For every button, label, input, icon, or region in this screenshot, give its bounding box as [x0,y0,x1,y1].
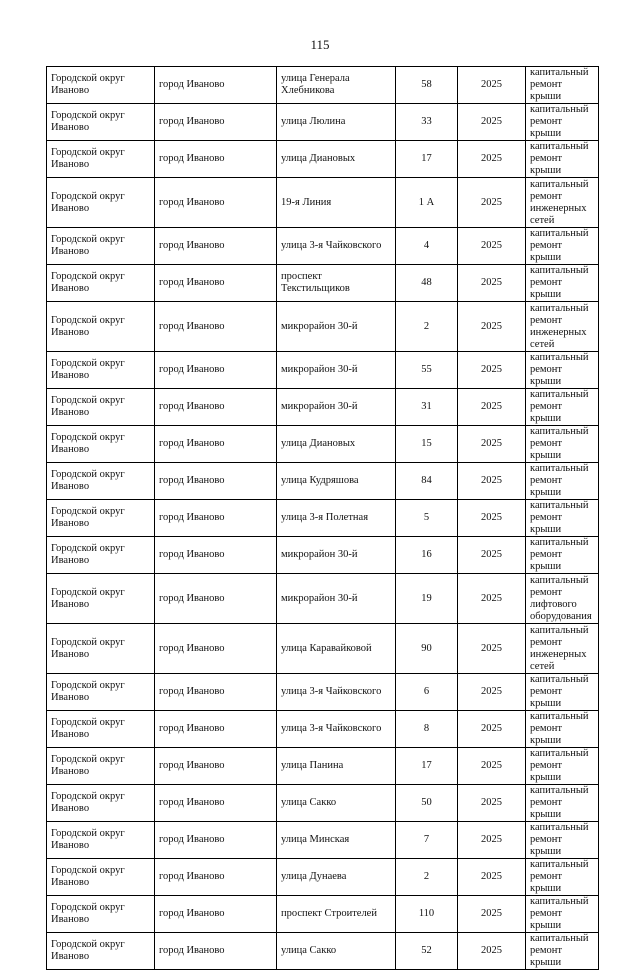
cell-district: Городской округ Иваново [47,822,155,859]
cell-district: Городской округ Иваново [47,748,155,785]
cell-work-type: капитальный ремонт крыши [526,352,599,389]
cell-city: город Иваново [155,228,277,265]
table-row [47,537,599,574]
cell-street: улица 3-я Чайковского [277,228,396,265]
cell-district: Городской округ Иваново [47,389,155,426]
cell-district: Городской округ Иваново [47,426,155,463]
table-row [47,302,599,352]
cell-year: 2025 [458,711,526,748]
table-row [47,896,599,933]
cell-street: микрорайон 30-й [277,574,396,624]
cell-city: город Иваново [155,748,277,785]
cell-house-number: 48 [396,265,458,302]
cell-house-number: 8 [396,711,458,748]
cell-district: Городской округ Иваново [47,537,155,574]
cell-district: Городской округ Иваново [47,67,155,104]
cell-house-number: 52 [396,933,458,970]
table-row [47,67,599,104]
cell-year: 2025 [458,537,526,574]
cell-street: улица Дунаева [277,859,396,896]
table-row [47,711,599,748]
cell-street: улица Генерала Хлебникова [277,67,396,104]
cell-year: 2025 [458,104,526,141]
cell-district: Городской округ Иваново [47,574,155,624]
cell-year: 2025 [458,389,526,426]
cell-district: Городской округ Иваново [47,352,155,389]
cell-city: город Иваново [155,104,277,141]
cell-year: 2025 [458,463,526,500]
cell-street: улица Сакко [277,933,396,970]
cell-work-type: капитальный ремонт крыши [526,748,599,785]
cell-work-type: капитальный ремонт крыши [526,463,599,500]
cell-house-number: 55 [396,352,458,389]
cell-district: Городской округ Иваново [47,933,155,970]
table-row [47,426,599,463]
cell-house-number: 4 [396,228,458,265]
cell-district: Городской округ Иваново [47,624,155,674]
table-row [47,178,599,228]
cell-street: улица Каравайковой [277,624,396,674]
cell-year: 2025 [458,748,526,785]
cell-city: город Иваново [155,674,277,711]
cell-work-type: капитальный ремонт крыши [526,141,599,178]
table-row [47,674,599,711]
cell-district: Городской округ Иваново [47,859,155,896]
cell-city: город Иваново [155,426,277,463]
cell-year: 2025 [458,352,526,389]
table-row [47,104,599,141]
table-row [47,389,599,426]
cell-city: город Иваново [155,500,277,537]
cell-work-type: капитальный ремонт крыши [526,537,599,574]
repair-schedule-table [46,66,599,970]
cell-district: Городской округ Иваново [47,178,155,228]
cell-city: город Иваново [155,537,277,574]
cell-work-type: капитальный ремонт крыши [526,265,599,302]
cell-street: микрорайон 30-й [277,352,396,389]
cell-district: Городской округ Иваново [47,302,155,352]
cell-city: город Иваново [155,265,277,302]
cell-year: 2025 [458,933,526,970]
cell-work-type: капитальный ремонт крыши [526,500,599,537]
cell-year: 2025 [458,228,526,265]
cell-house-number: 19 [396,574,458,624]
cell-city: город Иваново [155,624,277,674]
table-row [47,228,599,265]
cell-street: улица Люлина [277,104,396,141]
table-row [47,352,599,389]
cell-district: Городской округ Иваново [47,711,155,748]
cell-year: 2025 [458,624,526,674]
cell-district: Городской округ Иваново [47,674,155,711]
cell-city: город Иваново [155,302,277,352]
cell-district: Городской округ Иваново [47,228,155,265]
cell-district: Городской округ Иваново [47,500,155,537]
cell-city: город Иваново [155,933,277,970]
cell-house-number: 17 [396,141,458,178]
cell-house-number: 84 [396,463,458,500]
cell-street: проспект Текстильщиков [277,265,396,302]
cell-work-type: капитальный ремонт крыши [526,896,599,933]
cell-house-number: 17 [396,748,458,785]
cell-street: улица Диановых [277,426,396,463]
cell-work-type: капитальный ремонт лифтового оборудования [526,574,599,624]
table-row [47,933,599,970]
table-row [47,785,599,822]
cell-work-type: капитальный ремонт крыши [526,933,599,970]
cell-city: город Иваново [155,389,277,426]
cell-house-number: 7 [396,822,458,859]
cell-year: 2025 [458,178,526,228]
cell-year: 2025 [458,859,526,896]
cell-city: город Иваново [155,141,277,178]
cell-work-type: капитальный ремонт крыши [526,389,599,426]
cell-city: город Иваново [155,178,277,228]
cell-work-type: капитальный ремонт крыши [526,859,599,896]
table-row [47,624,599,674]
cell-street: микрорайон 30-й [277,302,396,352]
cell-work-type: капитальный ремонт крыши [526,426,599,463]
cell-house-number: 2 [396,859,458,896]
cell-street: улица Сакко [277,785,396,822]
table-row [47,141,599,178]
table-row [47,859,599,896]
cell-year: 2025 [458,785,526,822]
cell-district: Городской округ Иваново [47,896,155,933]
page-number: 115 [310,37,330,52]
cell-city: город Иваново [155,896,277,933]
cell-work-type: капитальный ремонт крыши [526,785,599,822]
cell-street: улица 3-я Полетная [277,500,396,537]
cell-house-number: 90 [396,624,458,674]
cell-district: Городской округ Иваново [47,265,155,302]
cell-city: город Иваново [155,574,277,624]
cell-house-number: 1 А [396,178,458,228]
cell-work-type: капитальный ремонт инженерных сетей [526,302,599,352]
cell-house-number: 6 [396,674,458,711]
cell-year: 2025 [458,574,526,624]
cell-city: город Иваново [155,352,277,389]
cell-house-number: 31 [396,389,458,426]
cell-work-type: капитальный ремонт крыши [526,104,599,141]
table-row [47,500,599,537]
cell-year: 2025 [458,265,526,302]
table-row [47,265,599,302]
cell-year: 2025 [458,67,526,104]
cell-work-type: капитальный ремонт инженерных сетей [526,624,599,674]
cell-work-type: капитальный ремонт крыши [526,67,599,104]
cell-district: Городской округ Иваново [47,104,155,141]
cell-work-type: капитальный ремонт крыши [526,711,599,748]
cell-house-number: 33 [396,104,458,141]
cell-street: улица 3-я Чайковского [277,674,396,711]
cell-year: 2025 [458,822,526,859]
cell-work-type: капитальный ремонт крыши [526,822,599,859]
cell-house-number: 110 [396,896,458,933]
cell-street: микрорайон 30-й [277,537,396,574]
cell-work-type: капитальный ремонт крыши [526,228,599,265]
cell-city: город Иваново [155,463,277,500]
table-row [47,748,599,785]
cell-street: проспект Строителей [277,896,396,933]
cell-district: Городской округ Иваново [47,785,155,822]
cell-year: 2025 [458,500,526,537]
cell-work-type: капитальный ремонт инженерных сетей [526,178,599,228]
cell-city: город Иваново [155,711,277,748]
cell-house-number: 2 [396,302,458,352]
cell-city: город Иваново [155,785,277,822]
cell-year: 2025 [458,674,526,711]
cell-house-number: 16 [396,537,458,574]
cell-city: город Иваново [155,859,277,896]
cell-house-number: 58 [396,67,458,104]
cell-year: 2025 [458,426,526,463]
table-body [47,67,599,970]
table-row [47,822,599,859]
cell-street: микрорайон 30-й [277,389,396,426]
cell-street: улица Панина [277,748,396,785]
cell-street: улица Диановых [277,141,396,178]
cell-district: Городской округ Иваново [47,141,155,178]
cell-year: 2025 [458,141,526,178]
cell-street: 19-я Линия [277,178,396,228]
cell-house-number: 15 [396,426,458,463]
cell-district: Городской округ Иваново [47,463,155,500]
cell-house-number: 50 [396,785,458,822]
cell-year: 2025 [458,302,526,352]
table-row [47,574,599,624]
cell-house-number: 5 [396,500,458,537]
cell-street: улица Минская [277,822,396,859]
cell-work-type: капитальный ремонт крыши [526,674,599,711]
table-row [47,463,599,500]
cell-street: улица 3-я Чайковского [277,711,396,748]
cell-street: улица Кудряшова [277,463,396,500]
cell-year: 2025 [458,896,526,933]
cell-city: город Иваново [155,67,277,104]
cell-city: город Иваново [155,822,277,859]
